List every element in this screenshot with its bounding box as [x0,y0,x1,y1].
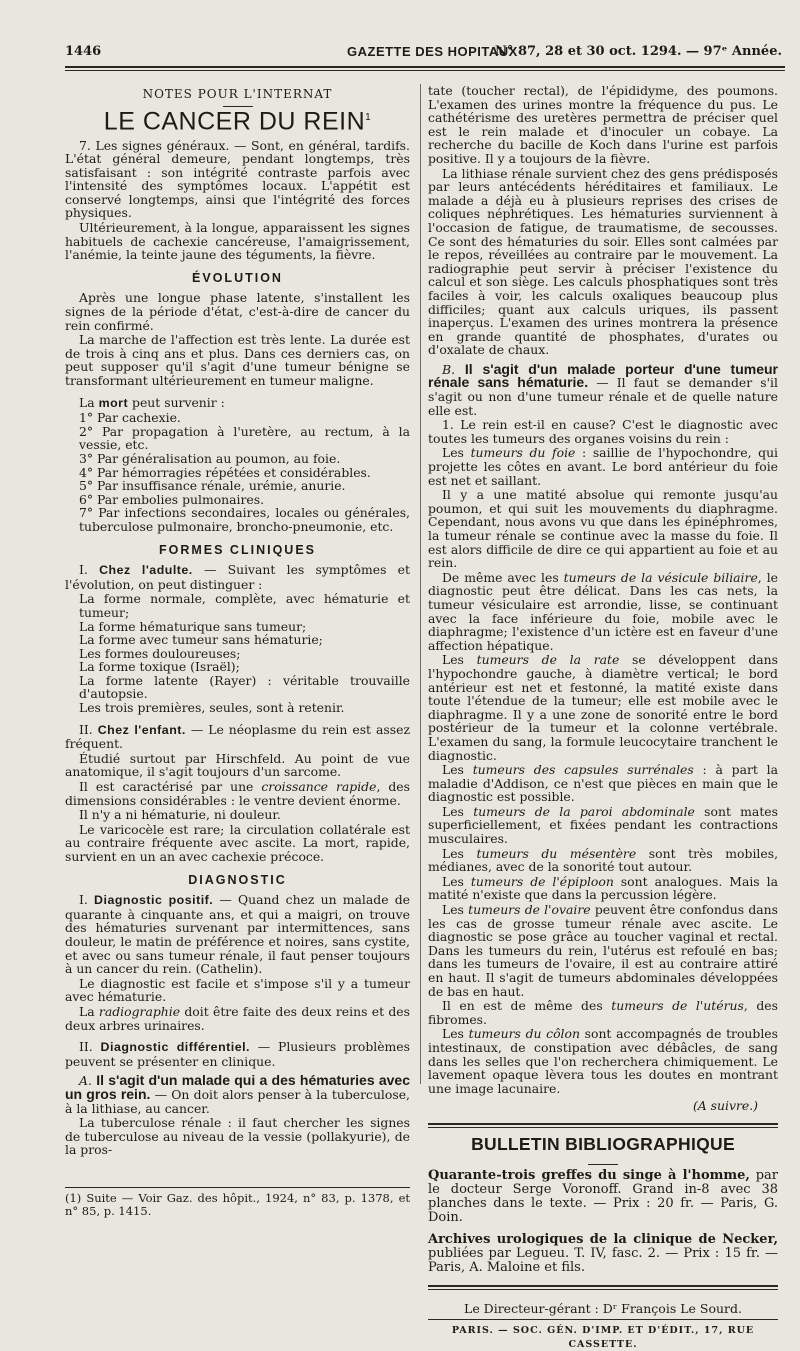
paragraph-diagnostic-facile: Le diagnostic est facile et s'impose s'il y a tumeur avec hématurie. [65,975,410,1005]
title-footnote-mark: 1 [365,111,372,123]
enfant-number: II. [79,721,98,737]
paragraph-cas-b [428,360,778,418]
list-item: 1° Par cachexie. [79,410,181,426]
adulte-heading: Chez l'adulte. [99,563,193,578]
section-evolution: ÉVOLUTION [192,270,283,285]
uterus-italic: tumeurs de l'utérus [611,998,744,1014]
article-title [65,106,410,135]
uterus-tail: , des fibromes. [428,998,778,1027]
paragraph-signes-generaux: 7. Les signes généraux. — Sont, en général, tardifs. L'état général demeure, pendant longtemps, très satisfaisant : son intégrité contraste parfois avec l'intensité des symptômes locaux. L'appétit est conservé longtemps, ainsi que l'intégrité des forces physiques. [65,137,410,221]
paragraph-hirschfeld: Étudié surtout par Hirschfeld. Au point de vue anatomique, il s'agit toujours d'un sarcome. [65,750,410,780]
mort-lead: La [79,394,99,410]
rubric-kicker: NOTES POUR L'INTERNAT [142,87,333,101]
paragraph-surrenales [428,763,778,804]
paragraph-ni-hematurie: Il n'y a ni hématurie, ni douleur. [79,807,281,823]
paragraph-enfant [65,723,410,751]
radio-italic: radiographie [98,1003,181,1019]
rate-tail: se développent dans l'hypochondre gauche, à diamètre vertical; le bord antérieur est net et festonné, la matité existe dans toute l'étendue de la tumeur; elle est mobile avec le diaphragme. Il y a une zone de sonorité entre le bord postérieur de la tumeur et la colonne vertébrale. L'examen du sang, la formule leucocytaire tranchent le diagnostic. [428,652,778,763]
paragraph-phase-latente: Après une longue phase latente, s'installent les signes de la période d'état, c'est-à-dire de cancer du rein confirmé. [65,290,410,333]
header-rule [65,66,785,71]
list-item: La forme hématurique sans tumeur; [79,618,307,634]
paragraph-cachexie: Ultérieurement, à la longue, apparaissent les signes habituels de cachexie cancéreuse, l'amaigrissement, l'anémie, la teinte jaune des téguments, la fièvre. [65,220,410,263]
formes-list [79,592,410,714]
paragraph-marche: La marche de l'affection est très lente. La durée est de trois à cinq ans et plus. Dans ces derniers cas, on peut supposer qu'il s'agit d'une tumeur bénigne se transformant ultérieurement en tumeur maligne. [65,332,410,389]
surrenales-lead: Les [442,762,473,778]
ovaire-lead: Les [442,902,469,918]
list-item: 2° Par propagation à l'uretère, au rectum, à la vessie, etc. [79,423,410,453]
diagpos-tail: — Quand chez un malade de quarante à cinquante ans, et qui a maigri, on trouve des hématuries survenant par intermittences, sans douleur, le matin de préférence et noires, sans cystite, et avec ou sans tumeur rénale, il faut penser toujours à un cancer du rein. (Cathelin). [65,892,411,977]
bulletin-rule [428,1123,778,1128]
director-line: Le Directeur-gérant : Dʳ François Le Sourd. [464,1300,742,1316]
bulletin-title: BULLETIN BIBLIOGRAPHIQUE [471,1133,735,1154]
paragraph-varicocele: Le varicocèle est rare; la circulation collatérale est au contraire fréquente avec ascite. La mort, rapide, survient en un an avec cachexie précoce. [65,821,410,865]
enfant-tail: — Le néoplasme du rein est assez fréquent. [65,721,410,752]
right-column [428,84,778,1351]
director-rule [428,1285,778,1290]
list-item: La forme toxique (Israël); [79,659,240,675]
paragraph-mesentere [428,847,778,874]
epiploon-italic: tumeurs de l'épiploon [470,873,614,889]
bib-entry-title: Archives urologiques de la clinique de Necker, [428,1231,778,1247]
colon-italic: tumeurs du côlon [468,1026,580,1042]
bibliography-entry [428,1169,778,1225]
croissance-lead: Il est caractérisé par une [79,779,262,795]
epiploon-tail: sont analogues. Mais la matité n'existe que dans la percussion légère. [428,873,778,903]
paragraph-mort [65,396,410,411]
imprint-line: PARIS. — SOC. GÉN. D'IMP. ET D'ÉDIT., 17, RUE CASSETTE. [451,1325,755,1350]
article-title-text: LE CANCER DU REIN [103,106,366,135]
bib-entry-details: par le docteur Serge Voronoff. Grand in-8 avec 38 planches dans le texte. — Prix : 20 fr. — Paris, G. Doin. [428,1167,778,1225]
cas-a-tail: — On doit alors penser à la tuberculose, à la lithiase, au cancer. [65,1086,410,1116]
issue-date: N° 87, 28 et 30 oct. 1294. — 97ᵉ Année. [495,44,782,59]
diagpos-heading: Diagnostic positif. [94,893,214,908]
mort-keyword: mort [98,395,129,410]
list-item: 3° Par généralisation au poumon, au foie. [79,450,341,466]
paragraph-vesicule [428,571,778,653]
paragraph-epiploon [428,875,778,902]
bib-entry-details: publiées par Legueu. T. IV, fasc. 2. — Prix : 15 fr. — Paris, A. Maloine et fils. [428,1245,778,1275]
mesentere-tail: sont très mobiles, médianes, avec de la sonorité tout autour. [428,845,779,875]
section-diagnostic: DIAGNOSTIC [188,872,287,887]
list-item: 4° Par hémorragies répétées et considérables. [79,464,371,480]
imprint-rule [428,1319,778,1320]
paragraph-radiographie [65,1005,410,1032]
cas-a-letter: A. [79,1073,97,1089]
paragraph-uterus [428,999,778,1026]
colon-tail: sont accompagnés de troubles intestinaux, de constipation avec débâcles, de sang dans les selles que l'on recherchera chimiquement. Le lavement opaque lèvera tous les doutes en montrant une image lacunaire. [428,1026,778,1096]
paroi-italic: tumeurs de la paroi abdominale [473,803,695,819]
paragraph-paroi [428,805,778,846]
diagdiff-number: II. [79,1039,101,1055]
vesicule-tail: , le diagnostic peut être délicat. Dans les cas nets, la tumeur vésiculaire est arrondie, lisse, se continuant avec la face inférieure du foie, mobile avec le diaphragme; l'existence d'un ictère est en faveur d'une affection hépatique. [428,569,778,653]
bulletin-short-rule [588,1164,618,1165]
ovaire-italic: tumeurs de l'ovaire [468,902,591,918]
mesentere-italic: tumeurs du mésentère [476,845,637,861]
list-item: Les formes douloureuses; [79,645,241,661]
epiploon-lead: Les [442,873,471,889]
section-formes-cliniques: FORMES CLINIQUES [158,542,316,557]
running-header [65,44,782,64]
list-item: La forme avec tumeur sans hématurie; [79,632,323,648]
to-be-continued: (A suivre.) [692,1098,758,1114]
uterus-lead: Il en est de même des [442,998,612,1014]
cas-b-tail: — Il faut se demander s'il s'agit ou non d'une tumeur rénale et de quelle nature elle est. [428,375,778,418]
list-item: 5° Par insuffisance rénale, urémie, anurie. [79,478,346,494]
vesicule-lead: De même avec les [442,569,564,585]
paragraph-diagnostic-positif [65,893,410,976]
cas-a-heading: Il s'agit d'un malade qui a des hématuries avec un gros rein. [65,1072,410,1102]
rate-lead: Les [442,652,477,668]
diagpos-number: I. [79,892,95,908]
paragraph-cas-a [65,1074,410,1115]
adulte-tail: — Suivant les symptômes et l'évolution, on peut distinguer : [65,562,410,592]
surrenales-tail: : à part la maladie d'Addison, ce n'est que pièces en main que le diagnostic est possible. [428,762,778,805]
paragraph-adulte [65,563,410,591]
list-item: Les trois premières, seules, sont à retenir. [79,700,345,716]
diagdiff-heading: Diagnostic différentiel. [100,1040,250,1055]
mort-list [79,411,410,533]
footnote: (1) Suite — Voir Gaz. des hôpit., 1924, n° 83, p. 1378, et n° 85, p. 1415. [65,1187,410,1218]
radio-tail: doit être faite des deux reins et des deux arbres urinaires. [65,1003,410,1033]
paragraph-lithiase: La lithiase rénale survient chez des gens prédisposés par leurs antécédents héréditaires et familiaux. Le malade a déjà eu à plusieurs reprises des crises de coliques néphrétiques. Les hématuries surviennent à l'occasion de fatigue, de traumatisme, de secousses. Ce sont des hématuries du soir. Elles sont calmées par le repos, réveillées au contraire par le mouvement. La radiographie peut servir à préciser l'existence du calcul et son siège. Les calculs phosphatiques sont très faciles à voir, les calculs oxaliques beaucoup plus difficiles; quant aux calculs uriques, ils passent inaperçus. L'examen des urines montrera la présence en grande quantité de phosphates, d'urates ou d'oxalate de chaux. [428,165,778,358]
colon-lead: Les [442,1026,469,1042]
paragraph-diagnostic-differentiel [65,1040,410,1068]
list-item: 6° Par embolies pulmonaires. [79,491,265,507]
radio-lead: La [79,1003,99,1019]
paragraph-prostate: tate (toucher rectal), de l'épididyme, des poumons. L'examen des urines montre la fréquence du pus. Le cathétérisme des uretères permettra de préciser quel est le rein malade et d'inoculer un cobaye. La recherche du bacille de Koch dans l'urine est parfois positive. Il y a toujours de la fièvre. [428,83,778,166]
adulte-number: I. [79,562,100,578]
bib-entry-title: Quarante-trois greffes du singe à l'homme, [428,1167,750,1183]
cas-b-heading: Il s'agit d'un malade porteur d'une tumeur rénale sans hématurie. [428,360,778,391]
enfant-heading: Chez l'enfant. [97,722,186,737]
left-column [65,84,410,1218]
paragraph-ovaire [428,903,778,998]
paragraph-foie [428,446,778,487]
bibliography-entry [428,1233,778,1275]
page-number: 1446 [65,44,102,59]
paragraph-tuberculose: La tuberculose rénale : il faut chercher les signes de tuberculose au niveau de la vessie (pollakyurie), de la pros- [65,1115,410,1158]
mesentere-lead: Les [442,845,477,861]
journal-title: GAZETTE DES HOPITAUX [347,44,518,59]
cas-b-letter: B. [442,361,465,377]
diagdiff-tail: — Plusieurs problèmes peuvent se présenter en clinique. [65,1039,410,1069]
list-item: 7° Par infections secondaires, locales ou générales, tuberculose pulmonaire, broncho-pneumonie, etc. [79,505,410,534]
paroi-lead: Les [442,803,474,819]
foie-tail: : saillie de l'hypochondre, qui projette les côtes en avant. Le bord antérieur du foie est net et saillant. [428,445,779,488]
foie-italic: tumeurs du foie [470,445,576,461]
list-item: La forme normale, complète, avec hématurie et tumeur; [79,591,410,620]
vesicule-italic: tumeurs de la vésicule biliaire [563,569,758,585]
paragraph-croissance [65,780,410,807]
paragraph-matite: Il y a une matité absolue qui remonte jusqu'au poumon, et qui suit les mouvements du diaphragme. Cependant, nous avons vu que dans les épinéphromes, la tumeur rénale se continue avec la masse du foie. Il est alors difficile de dire ce qui appartient au foie et au rein. [428,487,778,571]
paragraph-rate [428,653,778,762]
croissance-italic: croissance rapide [261,779,377,795]
list-item: La forme latente (Rayer) : véritable trouvaille d'autopsie. [79,672,410,702]
paragraph-rein-en-cause: 1. Le rein est-il en cause? C'est le diagnostic avec toutes les tumeurs des organes voisins du rein : [428,417,778,446]
ovaire-tail: peuvent être confondus dans les cas de grosse tumeur rénale avec ascite. Le diagnostic se pose grâce au toucher vaginal et rectal. Dans les tumeurs du rein, l'utérus est refoulé en bas; dans les tumeurs de l'ovaire, il est au contraire attiré en haut. Il s'agit de tumeurs abdominales développées de bas en haut. [428,902,778,999]
croissance-tail: , des dimensions considérables : le ventre devient énorme. [65,779,410,808]
paragraph-colon [428,1027,778,1095]
rate-italic: tumeurs de la rate [476,652,620,668]
foie-lead: Les [442,445,471,461]
surrenales-italic: tumeurs des capsules surrénales [472,762,694,778]
column-divider [420,84,421,1084]
mort-tail: peut survenir : [128,394,225,410]
paroi-tail: sont mates superficiellement, et fixées pendant les contractions musculaires. [428,803,778,847]
